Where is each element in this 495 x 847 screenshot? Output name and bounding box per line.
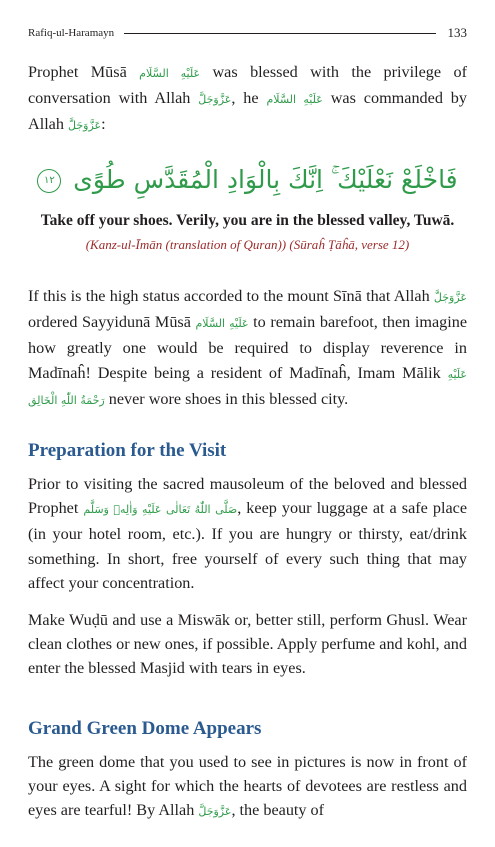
quran-verse xyxy=(0,160,495,200)
text-segment: , he xyxy=(231,89,267,108)
verse-text: فَاخْلَعْ نَعْلَيْكَ ۚ اِنَّكَ بِالْوَادِ الْمُقَدَّسِ طُوًى xyxy=(73,165,458,194)
arabic-salutation: عَزَّوَجَلَّ xyxy=(198,805,232,819)
arabic-salutation: صَلَّى اللّٰهُ تَعَالٰى عَلَيْهِ وَاٰلِهٖ وَسَلَّم xyxy=(83,503,238,517)
text-segment: If this is the high status accorded to the mount Sīnā that Allah xyxy=(28,287,434,305)
arabic-salutation: عَزَّوَجَلَّ xyxy=(68,119,102,133)
book-title: Rafiq-ul-Haramayn xyxy=(28,27,115,39)
paragraph-preparation xyxy=(28,472,467,595)
paragraph-green-dome xyxy=(28,750,467,825)
text-segment: was blessed with the privilege of conversation with Allah xyxy=(28,63,467,108)
arabic-salutation: عَلَيْهِ السَّلَام xyxy=(139,67,201,80)
paragraph-wudu: Make Wuḍū and use a Miswāk or, better still, perform Ghusl. Wear clean clothes or new ones, if possible. Apply perfume and kohl, and enter the blessed Masjid with tears in eyes. xyxy=(28,611,467,678)
verse-reference: (Kanz-ul-Īmān (translation of Quran)) (Sūraĥ Ṭāĥā, verse 12) xyxy=(85,237,410,252)
header-rule xyxy=(124,33,435,34)
verse-number-badge: ١٢ xyxy=(37,169,61,193)
page-number: 133 xyxy=(447,25,467,40)
text-segment: was commanded by Allah xyxy=(28,89,467,134)
text-segment: to remain barefoot, then imagine how greatly one would be required to display reverence in Madīnaĥ! Despite being a resident of Madīnaĥ, Imam Mālik xyxy=(28,313,468,382)
arabic-salutation: عَزَّوَجَلَّ xyxy=(433,291,467,304)
paragraph-mount-sina xyxy=(28,284,467,413)
running-header xyxy=(28,24,467,42)
arabic-salutation: عَلَيْهِ رَحْمَةُ اللّٰهِ الْخَالِق xyxy=(28,367,467,407)
arabic-salutation: عَلَيْهِ السَّلَام xyxy=(195,317,249,331)
text-segment: , keep your luggage at a safe place (in your hotel room, etc.). If you are hungry or thirsty, eat/drink something. In short, free yourself of every such thing that may affect your concentration. xyxy=(28,499,468,592)
arabic-salutation: عَزَّوَجَلَّ xyxy=(198,93,232,107)
section-heading-green-dome: Grand Green Dome Appears xyxy=(28,718,262,739)
verse-translation: Take off your shoes. Verily, you are in the blessed valley, Tuwā. xyxy=(40,212,455,229)
text-segment: ordered Sayyidunā Mūsā xyxy=(28,313,196,332)
arabic-salutation: عَلَيْهِ السَّلَام xyxy=(266,93,323,107)
paragraph-intro xyxy=(28,60,467,139)
text-segment: Prior to visiting the sacred mausoleum of the beloved and blessed Prophet xyxy=(28,475,467,518)
section-heading-preparation: Preparation for the Visit xyxy=(28,440,227,461)
text-segment: , the beauty of xyxy=(231,801,325,820)
text-segment: never wore shoes in this blessed city. xyxy=(104,389,349,408)
text-segment: : xyxy=(101,115,106,134)
text-segment: Prophet Mūsā xyxy=(28,63,140,81)
text-segment: The green dome that you used to see in pictures is now in front of your eyes. A sight for which the hearts of devotees are restless and eyes are tearful! By Allah xyxy=(28,753,467,820)
